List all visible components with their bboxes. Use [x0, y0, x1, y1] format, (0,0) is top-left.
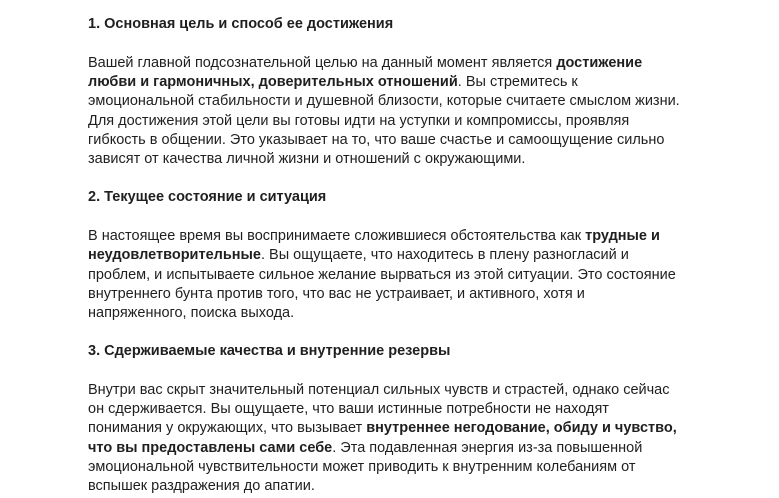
paragraph-line: любви и гармоничных, доверительных отношений. Вы стремитесь к: [88, 74, 578, 91]
paragraph-line: эмоциональной чувствительности может приводить к внутренним колебаниям от: [88, 458, 636, 475]
paragraph-line: вспышек раздражения до апатии.: [88, 478, 315, 494]
paragraph-line: гибкость в общении. Это указывает на то, что ваше счастье и самоощущение сильно: [88, 131, 665, 148]
section-heading-reserves: 3. Сдерживаемые качества и внутренние резервы: [88, 343, 451, 360]
paragraph-line: проблем, и испытываете сильное желание вырваться из этой ситуации. Это состояние: [88, 266, 676, 283]
section-heading-goal: 1. Основная цель и способ ее достижения: [88, 16, 394, 32]
paragraph-line: Вашей главной подсознательной целью на данный момент является достижение: [88, 55, 643, 71]
paragraph-line: неудовлетворительные. Вы ощущаете, что находитесь в плену разногласий и: [88, 247, 629, 264]
paragraph-line: В настоящее время вы воспринимаете сложившиеся обстоятельства как трудные и: [88, 228, 660, 245]
paragraph-line: напряженного, поиска выхода.: [88, 304, 295, 321]
paragraph-line: он сдерживается. Вы ощущаете, что ваши истинные потребности не находят: [88, 401, 609, 418]
paragraph-line: Для достижения этой цели вы готовы идти на уступки и компромиссы, проявляя: [88, 112, 630, 129]
paragraph-line: понимания у окружающих, что вызывает внутреннее негодование, обиду и чувство,: [88, 420, 677, 437]
paragraph-line: зависят от качества личной жизни и отношений с окружающими.: [88, 150, 526, 167]
paragraph-line: внутреннего бунта против того, что вас не устраивает, и активного, хотя и: [88, 285, 585, 302]
section-paragraph-current-state: [88, 227, 751, 323]
section-paragraph-goal: [88, 54, 751, 169]
paragraph-line: эмоциональной стабильности и душевной близости, которые считаете смыслом жизни.: [88, 93, 680, 110]
section-heading-current-state: 2. Текущее состояние и ситуация: [88, 189, 327, 206]
section-paragraph-reserves: [88, 381, 751, 496]
paragraph-line: Внутри вас скрыт значительный потенциал сильных чувств и страстей, однако сейчас: [88, 382, 670, 399]
paragraph-line: что вы предоставлены сами себе. Эта подавленная энергия из-за повышенной: [88, 439, 643, 456]
